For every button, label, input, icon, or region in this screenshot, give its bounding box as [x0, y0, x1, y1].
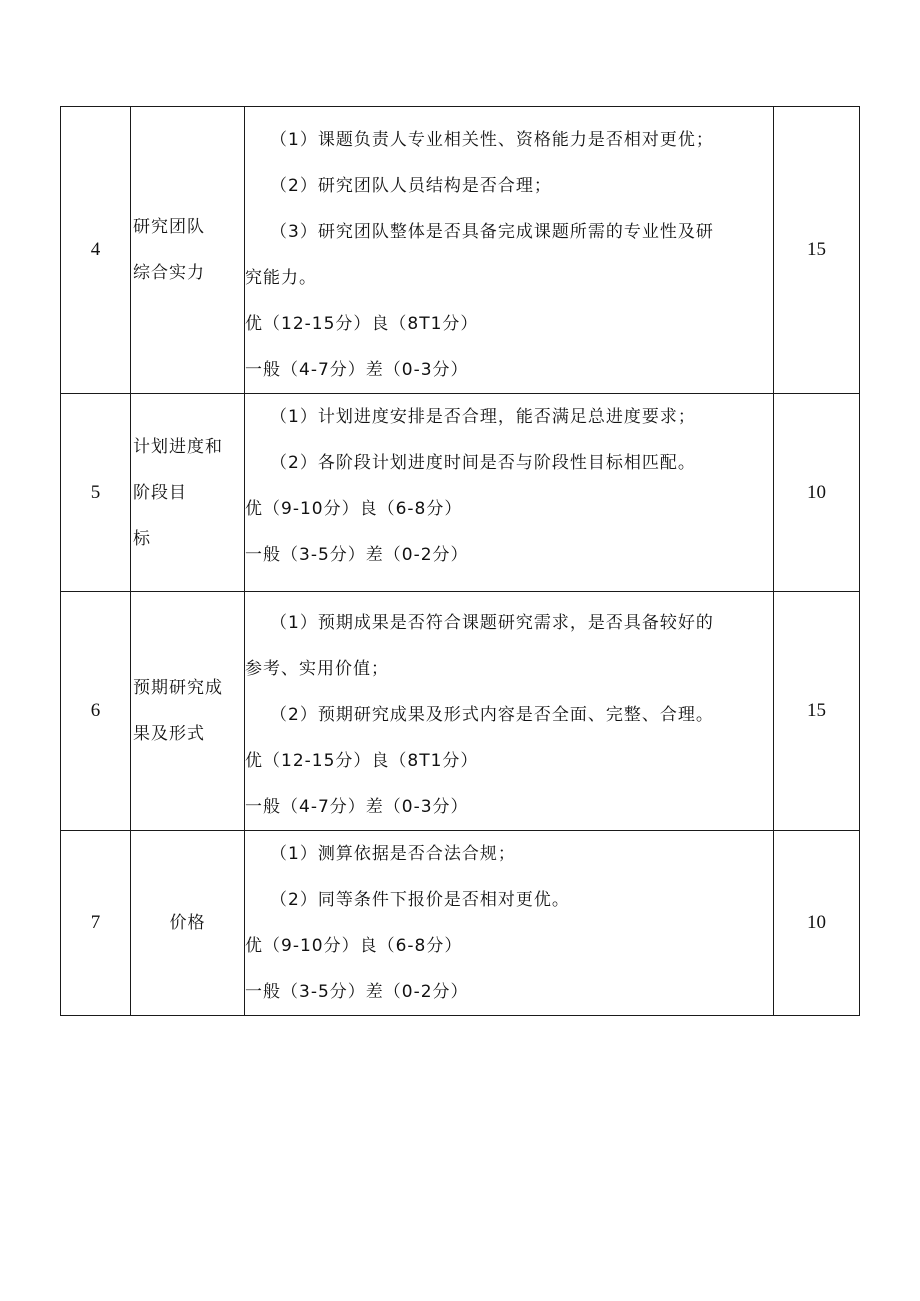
- grade-line: 一般（3-5分）差（0-2分）: [245, 545, 469, 565]
- item-label-line: 计划进度和: [133, 436, 223, 457]
- item-label-line: 果及形式: [133, 724, 205, 744]
- item-label-line: 综合实力: [133, 263, 205, 283]
- criteria-line: （2）各阶段计划进度时间是否与阶段性目标相匹配。: [270, 453, 696, 473]
- max-score: 15: [774, 107, 860, 394]
- item-label-line: 标: [133, 528, 151, 549]
- row-number: 4: [61, 107, 131, 394]
- evaluation-item: [131, 394, 245, 592]
- criteria-line: 究能力。: [245, 268, 317, 288]
- grade-line: 优（9-10分）良（6-8分）: [245, 499, 463, 519]
- max-score: 15: [774, 592, 860, 831]
- criteria-line: （2）同等条件下报价是否相对更优。: [270, 890, 570, 910]
- evaluation-item: [131, 831, 245, 1016]
- evaluation-item: [131, 592, 245, 831]
- grade-line: 优（12-15分）良（8T1分）: [245, 314, 479, 334]
- table-row: [61, 592, 860, 831]
- criteria-line: （2）研究团队人员结构是否合理；: [270, 176, 552, 196]
- table-row: [61, 394, 860, 592]
- grade-line: 优（12-15分）良（8T1分）: [245, 751, 479, 771]
- item-label-line: 预期研究成: [133, 678, 223, 698]
- grade-line: 一般（3-5分）差（0-2分）: [245, 982, 469, 1002]
- criteria-line: （1）课题负责人专业相关性、资格能力是否相对更优；: [270, 130, 714, 150]
- criteria-line: （1）预期成果是否符合课题研究需求，是否具备较好的: [270, 613, 714, 633]
- row-number: 6: [61, 592, 131, 831]
- grade-line: 一般（4-7分）差（0-3分）: [245, 360, 469, 380]
- item-label-line: 阶段目: [133, 482, 187, 503]
- criteria-line: （1）测算依据是否合法合规；: [270, 844, 516, 864]
- max-score: 10: [774, 831, 860, 1016]
- evaluation-criteria: [245, 831, 774, 1016]
- grade-line: 一般（4-7分）差（0-3分）: [245, 797, 469, 817]
- criteria-line: （2）预期研究成果及形式内容是否全面、完整、合理。: [270, 705, 714, 725]
- criteria-line: （3）研究团队整体是否具备完成课题所需的专业性及研: [270, 222, 714, 242]
- table-row: [61, 831, 860, 1016]
- table-row: [61, 107, 860, 394]
- criteria-line: 参考、实用价值；: [245, 659, 389, 679]
- evaluation-criteria: [245, 592, 774, 831]
- max-score: 10: [774, 394, 860, 592]
- grade-line: 优（9-10分）良（6-8分）: [245, 936, 463, 956]
- item-label-line: 价格: [169, 913, 206, 933]
- evaluation-criteria: [245, 107, 774, 394]
- scoring-criteria-table: [60, 106, 860, 1016]
- evaluation-item: [131, 107, 245, 394]
- item-label-line: 研究团队: [133, 217, 205, 237]
- evaluation-criteria: [245, 394, 774, 592]
- criteria-line: （1）计划进度安排是否合理，能否满足总进度要求；: [270, 407, 696, 427]
- row-number: 5: [61, 394, 131, 592]
- row-number: 7: [61, 831, 131, 1016]
